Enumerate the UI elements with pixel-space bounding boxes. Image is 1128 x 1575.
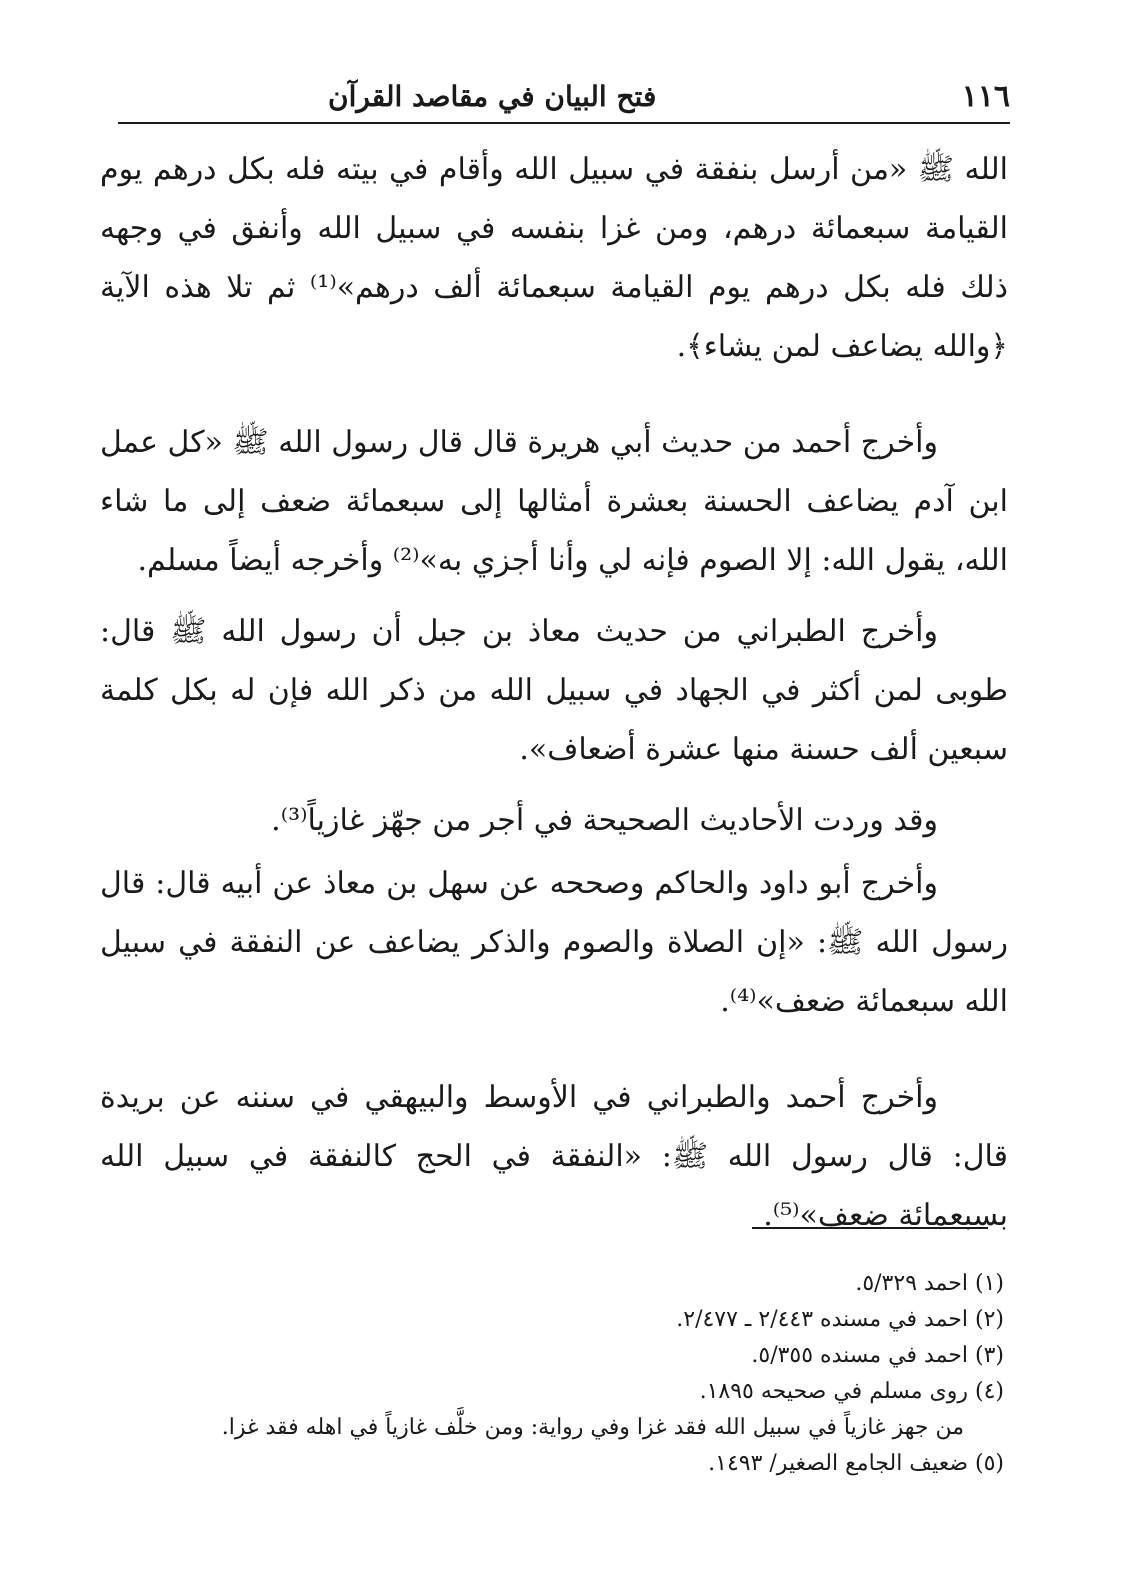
paragraph-muadh: وأخرج الطبراني من حديث معاذ بن جبل أن رسول الله ﷺ قال: طوبى لمن أكثر في الجهاد في سبيل الله من ذكر الله فإن له بكل كلمة سبعين ألف حسنة منها عشرة أضعاف». (100, 614, 1008, 767)
paragraph-burayda: وأخرج أحمد والطبراني في الأوسط والبيهقي في سننه عن بريدة قال: قال رسول الله ﷺ: «النفقة في الحج كالنفقة في سبيل الله بسبعمائة ضعف»⁽⁵⁾. (100, 1080, 1008, 1233)
main-text (100, 140, 1008, 1245)
footnote-3: (٣) احمد في مسنده ٥/٣٥٥. (751, 1343, 1004, 1368)
paragraph-sahih-hadiths: وقد وردت الأحاديث الصحيحة في أجر من جهّز غازياً⁽³⁾. (271, 803, 938, 838)
footnotes (160, 1266, 1004, 1482)
page-number: ١١٦ (961, 78, 1010, 114)
footnote-4-continuation: من جهز غازياً في سبيل الله فقد غزا وفي رواية: ومن خلَّف غازياً في اهله فقد غزا. (221, 1415, 964, 1440)
book-title: فتح البيان في مقاصد القرآن (328, 79, 657, 113)
footnote-4: (٤) روى مسلم في صحيحه ١٨٩٥. (699, 1379, 1004, 1404)
page-header (118, 70, 1010, 124)
paragraph-continuation: الله ﷺ «من أرسل بنفقة في سبيل الله وأقام في بيته فله بكل درهم يوم القيامة سبعمائة درهم، ومن غزا بنفسه في سبيل الله وأنفق في وجهه ذلك فله بكل درهم يوم القيامة سبعمائة ألف درهم»⁽¹⁾ ثم تلا هذه الآية ﴿والله يضاعف لمن يشاء﴾. (100, 152, 1008, 364)
paragraph-abu-hurayra: وأخرج أحمد من حديث أبي هريرة قال قال رسول الله ﷺ «كل عمل ابن آدم يضاعف الحسنة بعشرة أمثالها إلى سبعمائة ضعف إلى ما شاء الله، يقول الله: إلا الصوم فإنه لي وأنا أجزي به»⁽²⁾ وأخرجه أيضاً مسلم. (100, 425, 1008, 578)
paragraph-abu-dawud: وأخرج أبو داود والحاكم وصححه عن سهل بن معاذ عن أبيه قال: قال رسول الله ﷺ: «إن الصلاة والصوم والذكر يضاعف عن النفقة في سبيل الله سبعمائة ضعف»⁽⁴⁾. (100, 866, 1008, 1019)
footnote-separator (752, 1227, 988, 1229)
footnote-2: (٢) احمد في مسنده ٢/٤٤٣ ـ ٢/٤٧٧. (676, 1307, 1004, 1332)
footnote-1: (١) احمد ٥/٣٢٩. (855, 1271, 1004, 1296)
footnote-5: (٥) ضعيف الجامع الصغير/ ١٤٩٣. (708, 1451, 1004, 1476)
